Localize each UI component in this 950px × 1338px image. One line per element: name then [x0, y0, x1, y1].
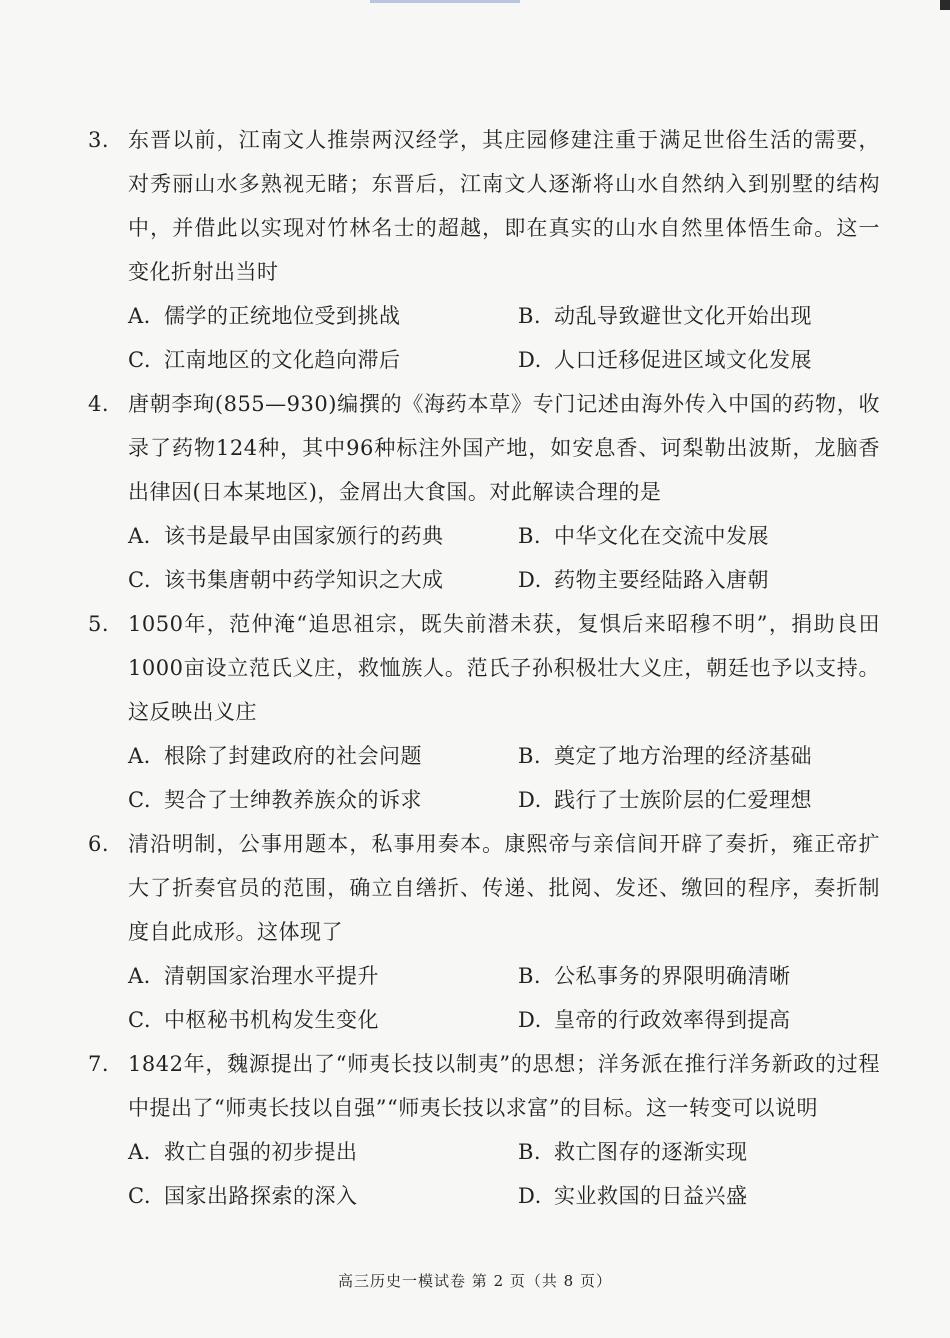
- option-text: 中枢秘书机构发生变化: [164, 1008, 379, 1032]
- option-a: [128, 1130, 518, 1174]
- option-text: 国家出路探索的深入: [164, 1184, 358, 1208]
- question-text: 唐朝李珣(855—930)编撰的《海药本草》专门记述由海外传入中国的药物，收录了药物124种，其中96种标注外国产地，如安息香、诃梨勒出波斯，龙脑香出律因(日本某地区)，金屑出大食国。对此解读合理的是: [128, 392, 880, 504]
- option-text: 奠定了地方治理的经济基础: [554, 744, 812, 768]
- option-d: [518, 1174, 908, 1218]
- option-text: 救亡图存的逐渐实现: [554, 1140, 748, 1164]
- question-text: 东晋以前，江南文人推崇两汉经学，其庄园修建注重于满足世俗生活的需要，对秀丽山水多熟视无睹；东晋后，江南文人逐渐将山水自然纳入到别墅的结构中，并借此以实现对竹林名士的超越，即在真实的山水自然里体悟生命。这一变化折射出当时: [128, 128, 880, 284]
- question-text: 1842年，魏源提出了“师夷长技以制夷”的思想；洋务派在推行洋务新政的过程中提出了“师夷长技以自强”“师夷长技以求富”的目标。这一转变可以说明: [128, 1052, 880, 1120]
- option-b: [518, 1130, 908, 1174]
- question-number: 5.: [88, 612, 110, 636]
- question-number: 3.: [88, 128, 110, 152]
- option-text: 药物主要经陆路入唐朝: [554, 568, 769, 592]
- option-letter: C.: [128, 568, 151, 592]
- option-letter: B.: [518, 1140, 542, 1164]
- option-a: [128, 294, 518, 338]
- option-letter: B.: [518, 304, 542, 328]
- option-c: [128, 778, 518, 822]
- question-text: 1050年，范仲淹“追思祖宗，既失前潜未获，复惧后来昭穆不明”，捐助良田1000亩设立范氏义庄，救恤族人。范氏子孙积极壮大义庄，朝廷也予以支持。这反映出义庄: [128, 612, 880, 724]
- question-number: 4.: [88, 392, 110, 416]
- option-list: [88, 1130, 880, 1218]
- option-list: [88, 734, 880, 822]
- option-text: 践行了士族阶层的仁爱理想: [554, 788, 812, 812]
- question-stem: [88, 1042, 880, 1130]
- option-a: [128, 514, 518, 558]
- option-letter: D.: [518, 348, 542, 372]
- page-footer: 高三历史一模试卷 第 2 页（共 8 页）: [338, 1272, 612, 1290]
- option-d: [518, 998, 908, 1042]
- scan-edge-mark: [370, 0, 520, 3]
- option-text: 动乱导致避世文化开始出现: [554, 304, 812, 328]
- option-text: 该书是最早由国家颁行的药典: [164, 524, 444, 548]
- option-a: [128, 954, 518, 998]
- option-letter: C.: [128, 788, 151, 812]
- question-4: [88, 382, 880, 602]
- option-c: [128, 998, 518, 1042]
- question-stem: [88, 602, 880, 734]
- question-number: 7.: [88, 1052, 110, 1076]
- option-list: [88, 294, 880, 382]
- option-text: 儒学的正统地位受到挑战: [164, 304, 401, 328]
- option-letter: A.: [128, 744, 151, 768]
- option-letter: D.: [518, 1184, 542, 1208]
- option-letter: D.: [518, 788, 542, 812]
- option-letter: D.: [518, 1008, 542, 1032]
- option-c: [128, 338, 518, 382]
- option-letter: C.: [128, 1008, 151, 1032]
- question-number: 6.: [88, 832, 110, 856]
- option-letter: A.: [128, 304, 151, 328]
- option-letter: B.: [518, 744, 542, 768]
- option-list: [88, 514, 880, 602]
- option-text: 实业救国的日益兴盛: [554, 1184, 748, 1208]
- option-letter: A.: [128, 1140, 151, 1164]
- question-6: [88, 822, 880, 1042]
- option-text: 契合了士绅教养族众的诉求: [164, 788, 422, 812]
- option-letter: B.: [518, 964, 542, 988]
- question-text: 清沿明制，公事用题本，私事用奏本。康熙帝与亲信间开辟了奏折，雍正帝扩大了折奏官员的范围，确立自缮折、传递、批阅、发还、缴回的程序，奏折制度自此成形。这体现了: [128, 832, 880, 944]
- option-d: [518, 338, 908, 382]
- option-text: 救亡自强的初步提出: [164, 1140, 358, 1164]
- option-c: [128, 1174, 518, 1218]
- option-c: [128, 558, 518, 602]
- option-b: [518, 514, 908, 558]
- question-5: [88, 602, 880, 822]
- option-b: [518, 294, 908, 338]
- option-text: 该书集唐朝中药学知识之大成: [164, 568, 444, 592]
- option-letter: D.: [518, 568, 542, 592]
- option-letter: C.: [128, 348, 151, 372]
- option-letter: A.: [128, 964, 151, 988]
- option-text: 皇帝的行政效率得到提高: [554, 1008, 791, 1032]
- option-text: 人口迁移促进区域文化发展: [554, 348, 812, 372]
- option-text: 根除了封建政府的社会问题: [164, 744, 422, 768]
- option-b: [518, 734, 908, 778]
- option-text: 清朝国家治理水平提升: [164, 964, 379, 988]
- option-a: [128, 734, 518, 778]
- exam-page: [88, 118, 880, 1218]
- question-stem: [88, 118, 880, 294]
- option-text: 公私事务的界限明确清晰: [554, 964, 791, 988]
- option-d: [518, 558, 908, 602]
- option-list: [88, 954, 880, 1042]
- question-7: [88, 1042, 880, 1218]
- option-letter: C.: [128, 1184, 151, 1208]
- option-letter: A.: [128, 524, 151, 548]
- option-d: [518, 778, 908, 822]
- option-text: 中华文化在交流中发展: [554, 524, 769, 548]
- option-text: 江南地区的文化趋向滞后: [164, 348, 401, 372]
- scan-corner-mark: [940, 0, 950, 10]
- question-stem: [88, 822, 880, 954]
- question-stem: [88, 382, 880, 514]
- option-letter: B.: [518, 524, 542, 548]
- option-b: [518, 954, 908, 998]
- question-3: [88, 118, 880, 382]
